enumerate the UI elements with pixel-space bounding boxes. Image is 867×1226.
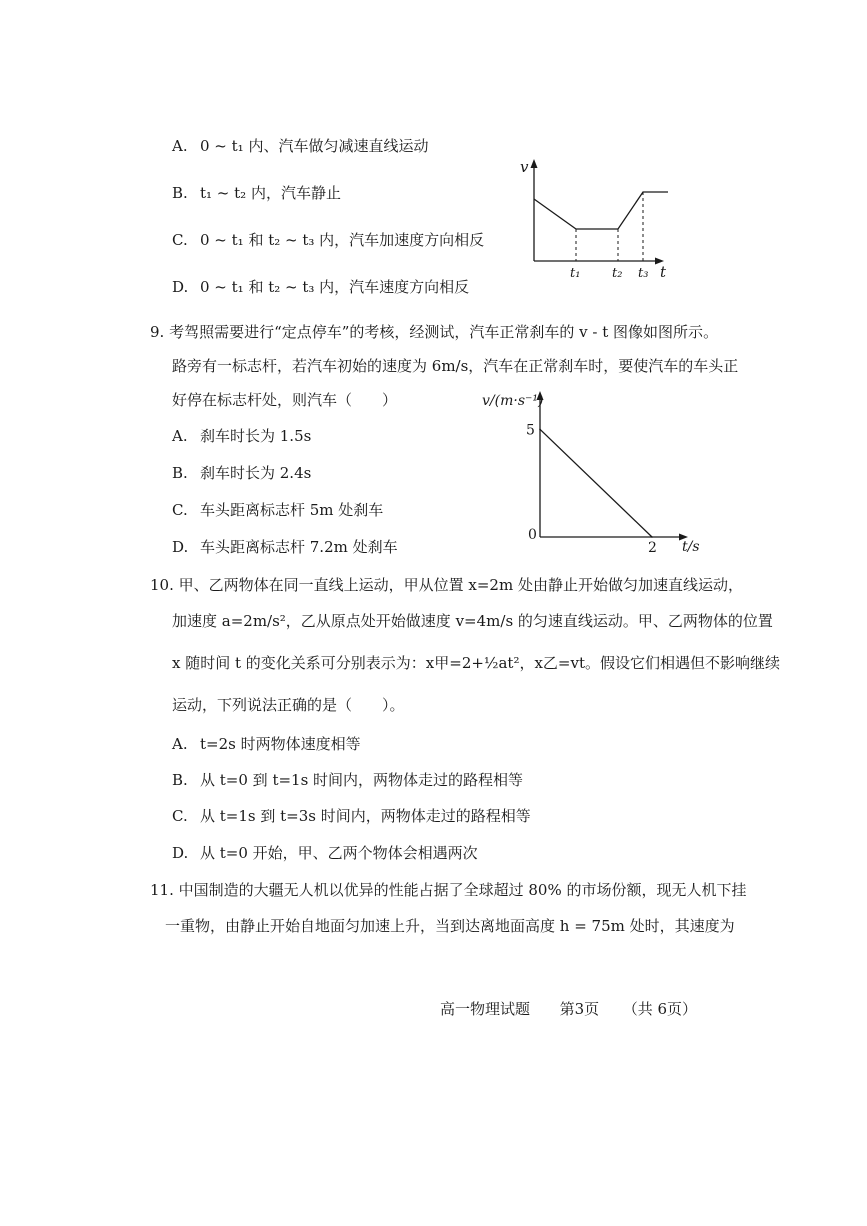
t-axis-label: t — [660, 263, 667, 280]
option-text: 0 ~ t₁ 内、汽车做匀减速直线运动 — [200, 137, 429, 155]
q10-stem-line-1: 10. 甲、乙两物体在同一直线上运动，甲从位置 x=2m 处由静止开始做匀加速直线运动， — [150, 576, 743, 594]
q8-option-c — [172, 230, 484, 250]
x-axis-label: t/s — [682, 539, 700, 555]
tick-label-t1: t₁ — [570, 266, 581, 280]
option-letter: B. — [172, 771, 188, 789]
data-point — [651, 536, 653, 538]
option-text: 0 ~ t₁ 和 t₂ ~ t₃ 内，汽车速度方向相反 — [200, 278, 470, 296]
q10-option-c — [172, 806, 531, 826]
x-tick-label-origin: 0 — [528, 527, 537, 543]
option-letter: D. — [172, 538, 189, 556]
y-tick-label: 5 — [526, 422, 535, 439]
q9-option-c — [172, 500, 383, 520]
option-text: 从 t=0 到 t=1s 时间内，两物体走过的路程相等 — [200, 771, 524, 789]
q9-axes — [482, 391, 700, 556]
q9-velocity-line — [540, 429, 652, 537]
option-letter: A. — [172, 137, 188, 155]
q10-stem-line-3: x 随时间 t 的变化关系可分别表示为：x甲=2+½at²，x乙=vt。假设它们相遇但不影响继续 — [172, 654, 780, 672]
q9-vt-chart — [470, 385, 700, 560]
option-text: 0 ~ t₁ 和 t₂ ~ t₃ 内，汽车加速度方向相反 — [200, 231, 485, 249]
q10-option-b — [172, 770, 523, 790]
option-letter: C. — [172, 231, 188, 249]
q10-stem-line-4: 运动，下列说法正确的是（ ）。 — [172, 696, 405, 714]
option-letter: B. — [172, 464, 188, 482]
v-axis-label: v — [520, 158, 529, 176]
q10-option-a — [172, 734, 361, 754]
option-text: 从 t=0 开始，甲、乙两个物体会相遇两次 — [200, 844, 478, 862]
q9-stem-line-3: 好停在标志杆处，则汽车（ ） — [172, 391, 398, 409]
q8-option-d — [172, 277, 469, 297]
q10-option-d — [172, 843, 478, 863]
option-text: t₁ ~ t₂ 内，汽车静止 — [200, 184, 341, 202]
tick-label-t2: t₂ — [612, 266, 623, 280]
q8-option-b — [172, 183, 341, 203]
option-letter: D. — [172, 278, 189, 296]
q8-velocity-curve — [534, 192, 668, 229]
q9-stem-line-1: 9. 考驾照需要进行“定点停车”的考核，经测试，汽车正常刹车的 v - t 图像如图所示。 — [150, 323, 719, 341]
option-letter: D. — [172, 844, 189, 862]
q9-option-a — [172, 426, 311, 446]
x-tick-label: 2 — [648, 540, 657, 556]
q9-marks — [539, 429, 653, 538]
q9-stem-line-2: 路旁有一标志杆，若汽车初始的速度为 6m/s，汽车在正常刹车时，要使汽车的车头正 — [172, 357, 739, 375]
option-text: t=2s 时两物体速度相等 — [200, 735, 361, 753]
option-letter: C. — [172, 807, 188, 825]
q9-option-b — [172, 463, 311, 483]
tick-label-t3: t₃ — [638, 266, 649, 280]
q8-vt-graph — [510, 155, 685, 280]
footer-page: 第3页 — [559, 1000, 600, 1018]
q11-stem-line-2: 一重物，由静止开始自地面匀加速上升，当到达离地面高度 h = 75m 处时，其速度为 — [165, 917, 735, 935]
option-text: 从 t=1s 到 t=3s 时间内，两物体走过的路程相等 — [200, 807, 531, 825]
option-letter: B. — [172, 184, 188, 202]
q8-option-a — [172, 136, 428, 156]
option-text: 刹车时长为 2.4s — [200, 464, 312, 482]
option-text: 刹车时长为 1.5s — [200, 427, 312, 445]
data-point — [539, 429, 541, 431]
option-letter: A. — [172, 427, 188, 445]
footer-subject: 高一物理试题 — [440, 1000, 531, 1018]
q11-stem-line-1: 11. 中国制造的大疆无人机以优异的性能占据了全球超过 80% 的市场份额，现无人机下挂 — [150, 881, 747, 899]
option-letter: C. — [172, 501, 188, 519]
option-text: 车头距离标志杆 5m 处刹车 — [200, 501, 384, 519]
option-text: 车头距离标志杆 7.2m 处刹车 — [200, 538, 398, 556]
page-footer — [440, 998, 697, 1019]
y-axis-label: v/(m·s⁻¹) — [482, 393, 544, 409]
footer-total: （共 6页） — [622, 1000, 697, 1018]
q10-stem-line-2: 加速度 a=2m/s²，乙从原点处开始做速度 v=4m/s 的匀速直线运动。甲、乙两物体的位置 — [172, 612, 773, 630]
q9-option-d — [172, 537, 398, 557]
option-letter: A. — [172, 735, 188, 753]
v-axis-arrow — [531, 159, 538, 168]
